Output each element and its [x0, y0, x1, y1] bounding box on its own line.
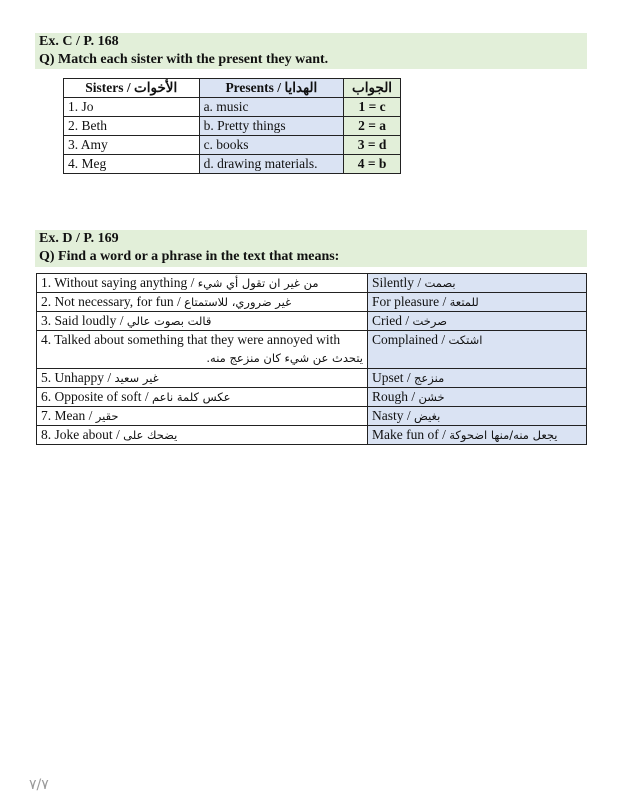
meaning-en: 2. Not necessary, for fun /	[41, 294, 181, 309]
table-row	[37, 369, 587, 388]
answer-cell	[368, 388, 587, 407]
meaning-ar: حقير	[95, 409, 119, 423]
answer-en: Cried /	[372, 313, 410, 328]
sister-cell: 2. Beth	[64, 117, 200, 136]
table-row	[37, 331, 587, 369]
answer-ar: منزعج	[414, 371, 445, 385]
answer-ar: صرخت	[412, 314, 448, 328]
answer-en: Nasty /	[372, 408, 411, 423]
table-row	[64, 98, 401, 117]
page-number: ٧/٧	[29, 777, 49, 793]
meaning-cell	[37, 426, 368, 445]
answer-en: Make fun of /	[372, 427, 446, 442]
meaning-en: 3. Said loudly /	[41, 313, 124, 328]
table-row	[64, 136, 401, 155]
answer-en: For pleasure /	[372, 294, 447, 309]
answer-en: Silently /	[372, 275, 422, 290]
table-header-row	[64, 79, 401, 98]
answer-cell: 3 = d	[344, 136, 401, 155]
meaning-ar: عكس كلمة ناعم	[152, 390, 231, 404]
present-cell: d. drawing materials.	[199, 155, 344, 174]
answer-ar: خشن	[418, 390, 445, 404]
table-row	[37, 312, 587, 331]
meaning-cell	[37, 274, 368, 293]
answer-ar: بصمت	[424, 276, 456, 290]
answer-cell	[368, 331, 587, 369]
sister-cell: 3. Amy	[64, 136, 200, 155]
meaning-cell	[37, 369, 368, 388]
meaning-ar: غير سعيد	[114, 371, 159, 385]
answer-ar: يجعل منه/منها اضحوكة	[449, 428, 558, 442]
answer-cell	[368, 369, 587, 388]
answer-cell	[368, 293, 587, 312]
answer-cell	[368, 426, 587, 445]
meaning-ar: يضحك على	[123, 428, 178, 442]
sisters-presents-table	[63, 78, 401, 174]
meaning-en: 8. Joke about /	[41, 427, 120, 442]
answer-cell: 4 = b	[344, 155, 401, 174]
answer-en: Upset /	[372, 370, 411, 385]
meaning-ar: من غير ان تقول أي شيء	[197, 276, 319, 290]
table-row	[64, 155, 401, 174]
answer-ar: بغيض	[414, 409, 441, 423]
exercise-d-header	[35, 230, 587, 267]
answer-cell	[368, 407, 587, 426]
present-cell: c. books	[199, 136, 344, 155]
answer-cell	[368, 312, 587, 331]
meaning-ar: غير ضروري، للاستمتاع	[184, 295, 292, 309]
presents-column-header: Presents / الهدايا	[199, 79, 344, 98]
meaning-en: 4. Talked about something that they were annoyed with	[41, 332, 341, 347]
meaning-cell	[37, 407, 368, 426]
table-row	[37, 274, 587, 293]
meaning-cell	[37, 312, 368, 331]
word-meaning-table	[36, 273, 587, 445]
answer-cell: 1 = c	[344, 98, 401, 117]
meaning-en: 7. Mean /	[41, 408, 93, 423]
meaning-ar: يتحدث عن شيء كان منزعج منه.	[206, 351, 363, 365]
table-row	[37, 426, 587, 445]
meaning-en: 6. Opposite of soft /	[41, 389, 149, 404]
sister-cell: 4. Meg	[64, 155, 200, 174]
table-row	[64, 117, 401, 136]
meaning-cell	[37, 293, 368, 312]
table-row	[37, 293, 587, 312]
table-row	[37, 407, 587, 426]
exercise-d-question: Q) Find a word or a phrase in the text that means:	[39, 249, 340, 264]
meaning-cell	[37, 388, 368, 407]
exercise-c-title: Ex. C / P. 168	[39, 34, 119, 49]
present-cell: a. music	[199, 98, 344, 117]
answer-column-header: الجواب	[344, 79, 401, 98]
meaning-ar: قالت بصوت عالي	[126, 314, 212, 328]
meaning-cell	[37, 331, 368, 369]
exercise-c-question: Q) Match each sister with the present they want.	[39, 52, 329, 67]
meaning-en: 1. Without saying anything /	[41, 275, 195, 290]
answer-en: Rough /	[372, 389, 416, 404]
exercise-d-title: Ex. D / P. 169	[39, 231, 119, 246]
sisters-column-header: Sisters / الأخوات	[64, 79, 200, 98]
sister-cell: 1. Jo	[64, 98, 200, 117]
answer-cell: 2 = a	[344, 117, 401, 136]
answer-en: Complained /	[372, 332, 446, 347]
answer-ar: اشتكت	[448, 333, 483, 347]
meaning-en: 5. Unhappy /	[41, 370, 112, 385]
answer-ar: للمتعة	[449, 295, 479, 309]
answer-cell	[368, 274, 587, 293]
present-cell: b. Pretty things	[199, 117, 344, 136]
exercise-c-header	[35, 33, 587, 69]
table-row	[37, 388, 587, 407]
